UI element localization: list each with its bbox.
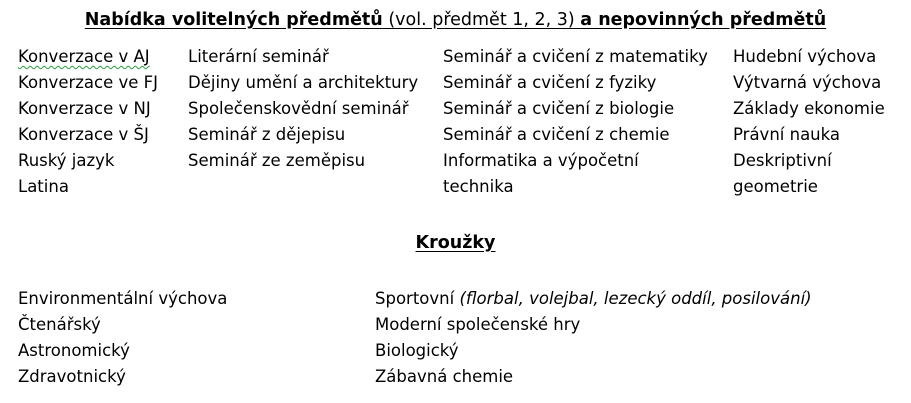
list-item: Latina bbox=[18, 177, 69, 196]
list-item: geometrie bbox=[733, 177, 818, 196]
elective-column-languages bbox=[18, 44, 158, 200]
list-item: Seminář a cvičení z chemie bbox=[443, 125, 670, 144]
elective-column-humanities bbox=[188, 44, 418, 174]
list-item: Seminář a cvičení z fyziky bbox=[443, 73, 657, 92]
list-item: Seminář a cvičení z matematiky bbox=[443, 47, 708, 66]
list-item: Moderní společenské hry bbox=[375, 315, 581, 334]
clubs-column-left bbox=[18, 286, 227, 390]
list-item: Konverzace v NJ bbox=[18, 99, 151, 118]
list-item: Seminář ze zeměpisu bbox=[188, 151, 366, 170]
list-item: Konverzace v ŠJ bbox=[18, 125, 149, 144]
elective-column-sciences bbox=[443, 44, 708, 200]
list-item: Seminář z dějepisu bbox=[188, 125, 346, 144]
clubs-heading: Kroužky bbox=[415, 233, 496, 253]
title-part-1: Nabídka volitelných předmětů bbox=[84, 10, 383, 30]
list-item: Hudební výchova bbox=[733, 47, 877, 66]
list-item: Biologický bbox=[375, 341, 459, 360]
list-item: Konverzace ve FJ bbox=[18, 73, 159, 92]
list-item: Deskriptivní bbox=[733, 151, 832, 170]
list-item: technika bbox=[443, 177, 514, 196]
list-item: Dějiny umění a architektury bbox=[188, 73, 419, 92]
list-item: Zábavná chemie bbox=[375, 367, 514, 386]
list-item: Zdravotnický bbox=[18, 367, 126, 386]
list-item: Základy ekonomie bbox=[733, 99, 885, 118]
page-title bbox=[0, 8, 911, 32]
elective-column-arts-other bbox=[733, 44, 885, 200]
list-item: Environmentální výchova bbox=[18, 289, 228, 308]
list-item: Informatika a výpočetní bbox=[443, 151, 639, 170]
list-item: Výtvarná výchova bbox=[733, 73, 882, 92]
list-item: Astronomický bbox=[18, 341, 130, 360]
list-item: Literární seminář bbox=[188, 47, 329, 66]
title-part-3: a nepovinných předmětů bbox=[580, 10, 827, 30]
list-item: Právní nauka bbox=[733, 125, 841, 144]
title-part-2: (vol. předmět 1, 2, 3) bbox=[382, 10, 581, 30]
list-item: Společenskovědní seminář bbox=[188, 99, 409, 118]
list-item: Seminář a cvičení z biologie bbox=[443, 99, 675, 118]
list-item: Sportovní (florbal, volejbal, lezecký oddíl, posilování) bbox=[375, 289, 812, 308]
list-item: Čtenářský bbox=[18, 315, 101, 334]
list-item: Konverzace v AJ bbox=[18, 47, 150, 66]
list-item: Ruský jazyk bbox=[18, 151, 115, 170]
clubs-column-right bbox=[375, 286, 812, 390]
